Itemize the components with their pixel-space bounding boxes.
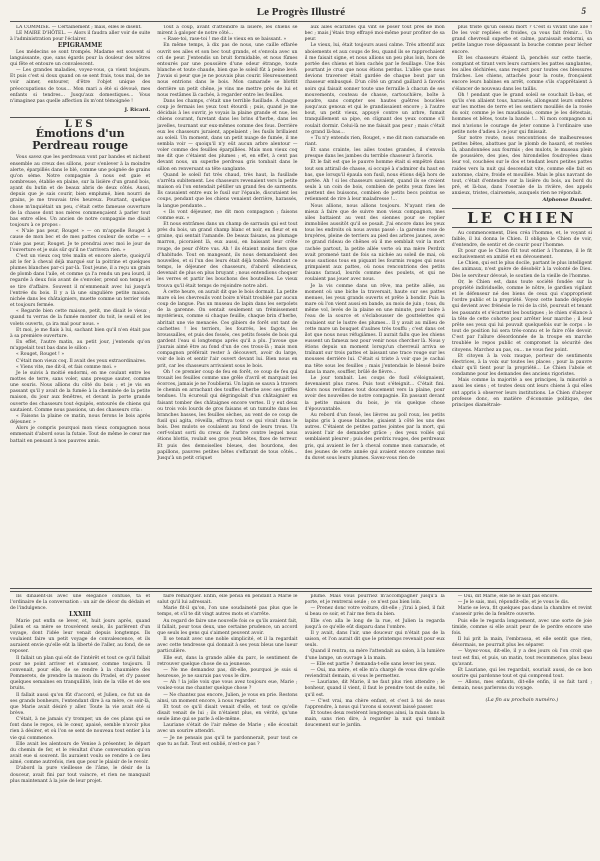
column-2-story	[157, 25, 297, 462]
column-2	[157, 25, 297, 585]
paragraph: Et Lauriane, qui les regardait, souriait aussi, de ce bon sourire qui pardonne tout et qui comprend tout.	[451, 667, 592, 680]
paragraph: — Ne me demandez pas, dit-elle, pourquoi je suis si heureuse, je ne saurais pas vous le dire.	[157, 667, 298, 680]
paragraph: Ils dînaient-ils avec une élégance confuse, ta et l'ordinaire de la conversation : un air de décor du dédain et de l'indulgence.	[10, 594, 151, 612]
paragraph: Et citoyen à la voix rauque, porteur de sentiments électrices, à la voix sur toutes les places ; pour la pauvre chair qu'il tient pour la propriété… Le Chien l'aboie et condamne pour les demandes des anciens rigoristes.	[451, 353, 592, 378]
feuilleton-divider	[10, 588, 592, 592]
paragraph: Je la vis comme dans un rêve, ma petite allée, au moment où une biche la traversait, haute sur ses pattes menues, les yeux grands ouverts et prête à bondir. Puis la mare où l'on vient aussi en bande, au mois de juin ; tous, du même vol, levés de la plaine en une minute, pour boire à l'eau de la source et s'éclabousser de gouttelettes qui roulaient sur le lustre des plumes… Il y avait au milieu de cette mare un bouquet d'aulnes très touffu ; c'est dans cet îlot que nous nous réfugiâmes. Il aurait fallu que les chiens eussent un fameux nez pour venir nous chercher là. Nous y étions depuis un moment lorsqu'un chevreuil arriva se traînant sur trois pattes et laissant une trace rouge sur les mousses derrière lui. C'était si triste à voir que je cachai ma tête sous les feuilles ; mais j'entendais le blessé boire dans la mare, souffler, brûlé de fièvre…	[304, 283, 445, 375]
paragraph: Il y avait, dans l'air, une douceur qui n'était pas de la saison, et l'on aurait dit que le printemps revenait pour eux seuls.	[304, 630, 445, 649]
column-1	[10, 25, 150, 585]
paragraph: C'était mon vieux coq. Il avait des yeux extraordinaires.	[16, 358, 147, 364]
paragraph: Le jour tombait. Les coups de fusil s'éloignaient, devenaient plus rares. Puis tout s'éteignit… C'était fini. Alors nous revînmes tout doucement vers la plaine, pour avoir des nouvelles de notre compagnie. En passant devant la petite maison du bois, je vis quelque chose d'épouvantable.	[304, 375, 445, 412]
paragraph: plume. Mais vous pourriez m'accompagner jusqu'à la porte, et je rentrerai seule ; ce n'est pas bien loin.	[304, 594, 445, 606]
paragraph: Dans les champs, c'était une terrible fusillade. À chaque coup je fermais les yeux tout étourdi ; puis, quand je me décidais à les ouvrir, je voyais la plaine grande et nue, les chiens courant, furetant dans les brins d'herbe, dans les javelles, tournant sur eux-mêmes comme des fous. Derrière eux les chasseurs juraient, appelaient ; les fusils brillaient au soleil. Un moment, dans un petit nuage de fumée, il me sembla voir — quoiqu'il n'y eût aucun arbre alentour — voler comme des feuilles éparpillées. Mais mon vieux coq me dit que c'étaient des plumes ; et, en effet, à cent pas devant nous, un superbe perdreau gris tombait dans le sillon en renversant sa tête sanglante.	[157, 98, 298, 172]
masthead-rule	[10, 21, 592, 22]
paragraph: Elle avait les alentours de Venise à présenter, le départ du chemin de fer, et le résultat d'une conversation qu'on avait eue si souvent. Ils auraient voulu se rendre à ce lieu aimé, comme autrefois, rien que pour le plaisir de le revoir.	[10, 741, 151, 766]
paragraph: Quand il rentra, sa mère l'attendait au salon, à la lumière d'une lampe, un ouvrage à la main.	[304, 649, 445, 661]
feuilleton-columns	[10, 594, 592, 856]
paragraph: Et les chasseurs étaient là, penchés sur cette tuerie, comptant et tirant vers leurs carniers les pattes sanglantes, les ailes déchirées, sans respect pour toutes ces blessures fraîches. Les chiens, attachés pour la route, fronçaient encore leurs babines en arrêt, comme s'ils s'apprêtaient à s'élancer de nouveau dans les taillis.	[451, 55, 592, 92]
feuilleton-col1-text	[10, 594, 150, 785]
paragraph: « N'aie pas peur, Rouget » — on m'appelle Rouget à cause de mon bec et de mes pattes couleur de sorbe — « n'aie pas peur, Rouget. Je te prendrai avec moi le jour de l'ouverture et je suis sûr qu'il ne t'arrivera rien. »	[10, 229, 151, 253]
paragraph: Les médecins se sont trompés. Madame est souvent si languissante, que, sans égards pour la douleur des nôtres qui fête et entoure un convalescent.	[10, 49, 151, 67]
author-daudet: Alphonse Daudet.	[542, 197, 592, 204]
paragraph: — Oui, ma mère, et elle m'a chargé de vous dire qu'elle reviendrait demain, si vous le permettez.	[304, 667, 445, 680]
paragraph: Et pour que le Chien fût tout entier à l'homme, il le fit exclusivement en amitié et en dévouement.	[451, 249, 592, 261]
paragraph: Vous savez que les perdreaux vont par bandes et nichent ensemble au creux des sillons, pour s'enlever à la moindre alerte, éparpillés dans le blé, comme une poignée de grains qu'on sème. Notre compagnie à nous est gaie et nombreuse, établie en plaine, sur la lisière d'un grand bois, ayant du butin et de beaux abris de deux côtés. Aussi, depuis que je sais courir, bien emplumé, bien nourri de grains, je me trouvais très heureux. Pourtant, quelque chose m'inquiétait un peu, c'était cette fameuse ouverture de la chasse dont nos mères commençaient à parler tout bas entre elles. Un ancien de notre compagnie me disait toujours à ce propos :	[10, 155, 151, 229]
paragraph: LXXIII	[69, 611, 92, 619]
column-4-story2	[452, 231, 592, 410]
paragraph: LA COMMISE. — Certainement ; mais, elles le disent.	[16, 25, 142, 30]
paragraph: Sur notre route, nous rencontrions de malheureuses petites bêtes, abattues par le plomb de hasard, et restées là, abandonnées aux fourmis ; des mulots, le museau plein de poussière, des pies, des hirondelles foudroyées dans leur vol, couchées sur le dos et tendant leurs petites pattes raides vers la nuit qui descendait vite, comme elle fait en automne, claire, froide et mouillée. Mais le plus navrant de tout, c'était d'entendre sur la lisière du bois, au bord du pré, et là-bas, dans l'oseraie de la rivière, des appels anxieux, tristes, clairsemés, auxquels rien ne répondait.	[451, 135, 592, 197]
paragraph: Il se tenait avec une noble simplicité, et il la regardait avec cette tendresse qui donnait à ses yeux bleus une lueur particulière.	[157, 637, 298, 655]
paragraph: « Rase-toi, rase-toi ! me dit le vieux en se baissant. »	[163, 37, 287, 43]
paragraph: — Oui, dit Marie, elle ne le sait pas encore.	[457, 594, 559, 599]
paragraph: C'est un vieux coq très malin et encore alerte, quoiqu'il ait le fer à cheval déjà marqué sur la poitrine et quelques plumes blanches par-ci par-là. Tout jeune, il a reçu un grain de plomb dans l'aile, et comme ça l'a rendu un peu lourd, il regarde à deux fois avant de s'envoler, prend son temps et se tire d'affaire. Souvent il m'emmenait avec lui jusqu'à l'entrée du bois. Il y a là une singulière petite maison, nichée dans les châtaigniers, muette comme un terrier vide et toujours fermée.	[10, 253, 151, 309]
paragraph: « Faisons la plaine ce matin, nous ferons le bois après déjeuner. »	[10, 413, 151, 426]
masthead-title: Le Progrès Illustré	[256, 6, 346, 18]
paragraph: LE MAIRE D'HÔTEL. — Alors il faudra aller voir de suite à l'administration pour l'éclairer.	[10, 31, 151, 43]
paragraph: Et sans crainte, les ailes toutes grandes, il s'envola presque dans les jambes du terrible chasseur à favoris.	[304, 148, 445, 160]
paragraph: Et nous entrâmes dans un champ de sarrasin qui est tout près du bois, un grand champ blanc et noir, en fleur et en graine, qui sentait l'amande. De beaux faisans, au plumage marron, picoraient là, eux aussi, en baissant leur crête rouge, de peur d'être vus. Ah ! ils étaient moins fiers que d'habitude. Tout en mangeant, ils nous demandaient des nouvelles, et si l'un des leurs était déjà tombé. Pendant ce temps, le déjeuner des chasseurs, d'abord silencieux, devenait de plus en plus bruyant ; nous entendions choquer les verres et partir les bouchons des bouteilles. Le vieux trouva qu'il était temps de rejoindre notre abri.	[157, 222, 298, 289]
paragraph: — Je le sais, moi, répondit-elle, et je vous le dis.	[457, 600, 570, 606]
paragraph: Le vieux, lui, était toujours aussi calme. Très attentif aux aboiements et aux coups de feu, quand ils se rapprochaient il me faisait signe, et nous allions un peu plus loin, hors de portée des chiens et bien cachés par le feuillage. Une fois pourtant je crus que nous étions perdus. L'allée que nous devions traverser était gardée de chaque bout par un chasseur embusqué. D'un côté un grand gaillard à favoris noirs qui faisait sonner toute une ferraille à chacun de ses mouvements, couteau de chasse, cartouchière, boîte à poudre, sans compter ses hautes guêtres bouclées jusqu'aux genoux et qui le grandissaient encore ; à l'autre bout, un petit vieux, appuyé contre un arbre, fumait tranquillement sa pipe, en clignant des yeux comme s'il voulait dormir. Celui-là ne me faisait pas peur ; mais c'était ce grand là-bas…	[304, 43, 445, 135]
paragraph: Oh ! ce premier coup de feu en forêt, ce coup de feu qui trouait les feuilles comme une grêle d'avril et marquait les écorces, jamais je ne l'oublierai. Un lapin se sauva à travers le chemin en arrachant des touffes d'herbe avec ses griffes tendues. Un écureuil qui dégringolait d'un châtaignier en faisant tomber des châtaignes encore vertes. Il y eut deux ou trois vols lourds de gros faisans et un tumulte dans les branches basses, les feuilles sèches, au vent de ce coup de fusil qui agita, réveilla, effraya tout ce qui vivait dans le bois. Des mulots se coulaient au fond de leurs trous. Un cerf-volant sorti du creux de l'arbre contre lequel nous étions blottis, roulait ses gros yeux bêtes, fixes de terreur. Et puis des demoiselles bleues, des bourdons, des papillons, pauvres petites bêtes s'effarant de tous côtés… Jusqu'à un petit criquet	[157, 369, 298, 461]
paragraph: Quand le soleil fut très chaud, très haut, la fusillade s'arrêta subitement. Les chasseurs revenaient vers la petite maison où l'on entendait pétiller un grand feu de sarments. Ils causaient entre eux le fusil sur l'épaule, discutaient les coups, pendant que les chiens venaient derrière, harassés, la langue pendante…	[157, 172, 298, 209]
paragraph: Il fallait aussi qu'on fût d'accord, et Julien, ce fut un de ses grands bonheurs, l'entendant dire à sa mère, ce soir-là, que Marie avait désiré y aller. Toute la vie avait été si brève.	[10, 692, 151, 716]
paragraph: — Ne chantez pas encore, Julien, je vous en prie. Restons ainsi, un moment encore, à nous regarder.	[157, 692, 298, 704]
column-3	[305, 25, 445, 585]
feuilleton-column-3	[305, 594, 445, 856]
page-number: 5	[581, 6, 586, 16]
signature-ricard: J. Ricard.	[124, 107, 151, 114]
article-title-perdreau	[10, 119, 150, 153]
article-title-big: Émotions d'un Perdreau rouge	[32, 127, 129, 153]
paragraph: EPIGRAMME	[57, 42, 103, 50]
paragraph: En même temps, à dix pas de nous, une caille effarée ouvrit ses ailes et son bec tout grands, et s'envola avec un cri de peur. J'entendis un bruit formidable, et nous fûmes entourés par une poussière d'une odeur étrange, toute blanche et toute chaude, bien que le soleil fût à peine levé. J'avais si peur que je ne pouvais plus courir. Heureusement nous entrions dans le bois. Mon camarade se blottit derrière un petit chêne, je vins me mettre près de lui et nous restâmes là cachés, à regarder entre les feuilles.	[157, 43, 298, 98]
paragraph: faire remarquer. Enfin, elle pensa en pendant à Marie le salut qu'il lui adressait.	[157, 594, 298, 606]
paragraph: Lauriane s'était de l'air même de Marie ; elle écoutait avec un sourire attendri.	[157, 723, 298, 735]
paragraph: En effet, l'autre matin, au petit jour, j'entends qu'on m'appelait tout bas dans le sillon :	[10, 340, 151, 352]
paragraph: D'abord la pure vieillesse de l'âme, le désir de la douceur, avait fini par tout vaincre, et rien ne manquait plus maintenant à la joie de leur projet.	[10, 766, 151, 784]
paragraph: « Viens vite, me dit-il, et fais comme moi. »	[16, 364, 117, 370]
feuilleton-column-2	[157, 594, 297, 856]
paragraph: Et toutes deux restèrent longtemps ainsi, la main dans la main, sans rien dire, à regarder la nuit qui tombait doucement sur le jardin.	[304, 710, 445, 729]
paragraph: « Ils vont déjeuner, me dit mon compagnon ; faisons comme eux. »	[157, 209, 298, 221]
paragraph: Or, le Chien est, dans toute société fondée sur la propriété individuelle, comme le nôtre, le gardien vigilant et le défenseur né des biens de ceux qui s'approprient l'ordre public et la propriété. Voyez cette bande déployée qui devient avec frénésie le roi de la cité, poursuit et tenant les passants et s'écartent les boutiques ; le chien s'élance à la tête de cette cohorte pour arrêter leur marche ; il leur prête ses yeux qui lui pouvait quelquefois sur le corps : le tout de position lui sera très-connu et le faire rôle devoir. C'est par l'allure désordonnée de la troupe en marche troublée le repos public et compromet la sécurité des citoyens. Marchez au pas, ou… ne vous fiez point.	[451, 279, 592, 353]
paragraph: Mais comme la majorité a ses principes, la minorité a aussi les siens ; et toutes deux ont leurs chiens à qui elles ont appris à observer leurs institutions. Le Chien d'aboyer professe donc, en matière d'économie politique, des principes diamétrale-	[451, 378, 592, 408]
paragraph: Et le fait est que le pauvre homme était si empêtré dans tout son attirail de chasse, si occupé à s'admirer du haut en bas, que lorsqu'il épaula son fusil, nous étions déjà hors de portée. Ah ! si les chasseurs savaient, quand ils se croient seuls à un coin de bois, combien de petits yeux fixes les guettent des buissons, combien de petits becs pointus se retiennent de rire à leur maladresse !…	[304, 160, 445, 203]
paragraph: plus triste qu'un oiseau mort ? C'est si vivant une aile ! De les voir repliées et froides, ça vous fait frémir… Un grand chevreuil superbe et calme, paraissait endormi, sa petite langue rose dépassant la bouche comme pour lécher encore.	[451, 25, 592, 55]
paragraph: Au rebord d'un fossé, les lièvres au poil roux, les petits lapins gris à queue blanche, gisaient à côté les uns des autres. C'étaient de petites pattes jointes par la mort, qui avaient l'air de demander grâce ; des yeux voilés qui semblaient pleurer ; puis des perdrix rouges, des perdreaux gris, qui avaient le fer à cheval comme mon camarade, et des jeunes de cette année qui avaient encore comme moi du duvet sous leurs plumes. Savez-vous rien de	[304, 412, 445, 461]
paragraph: — Elle est partie ? demanda-t-elle sans lever les yeux.	[310, 661, 437, 667]
paragraph: — Ah ! la jolie voix que vous avez toujours eue, Marie ; voulez-vous me chanter quelque chose ?	[157, 680, 298, 692]
column-1-story	[10, 155, 150, 444]
paragraph: Au regard de faire une nouvelle fois ce qu'ils avaient fait, il fallait, pour tous deux, une certaine prudence, un accord que seuls les gens qui s'aiment peuvent avoir.	[157, 618, 298, 636]
paragraph: — Voyez-vous, dit-elle, il y a des jours où l'on croit que tout est fini, et puis, un matin, tout recommence, plus beau qu'avant.	[451, 649, 592, 667]
paragraph: Marie se leva, fit quelques pas dans la chambre et revint s'asseoir près de la fenêtre ouverte.	[451, 606, 592, 618]
paragraph: C'était, à ne jamais s'y tromper, un de ces plans qui se font dans le repos, où le cœur, apaisé, semble n'avoir plus rien à désirer, et où l'on se sent de nouveau tout entier à la vie qui commence.	[10, 717, 151, 741]
paragraph: Marie put enfin se lever, et, huit jours après, quand Julien et sa mère se trouvèrent seuls, ils parlèrent d'un voyage, dont l'idée leur venait depuis longtemps. Ils voulaient faire un petit voyage de convalescence, et ils auraient envie qu'elle eût la liberté de l'aller, au fond, de se reposer.	[10, 618, 151, 655]
feuilleton-col3-text	[305, 594, 445, 729]
column-3-story	[305, 25, 445, 462]
paragraph: Il fallait un plan qui eût de l'intérêt et tout ce qu'il fallait pour ne point arriver et s'amuser, comme toujours. Il convenait, pour elle, de se rendre à la chaumière des Pommerets, de prendre la maison du Pradel, et d'y passer quelques semaines en tranquillité, loin de la ville et de ses bruits.	[10, 655, 151, 692]
paragraph: — Lauriane, dit Marie, il ne faut plus rien attendre ; le bonheur, quand il vient, il faut le prendre tout de suite, tel qu'il est.	[304, 680, 445, 698]
paragraph: Et tout ce qu'il disait venait d'elle, et tout ce qu'elle disait venait de lui ; ils n'étaient plus, en vérité, qu'une seule âme qui se parle à elle-même.	[157, 704, 298, 723]
article-title-chien	[452, 208, 592, 228]
paragraph: Il lui prit la main, l'embrassa, et elle sentit que rien, désormais, ne pourrait plus les séparer.	[451, 637, 592, 649]
paragraph: Et moi, je me fiais à lui, sachant bien qu'il n'en était pas à sa première ouverture.	[10, 327, 151, 339]
to-be-continued: (La fin au prochain numéro.)	[485, 696, 559, 703]
paragraph: — Les grandes maladies, voyez-vous, ça vient toujours. Et puis c'est si doux quand on se sent frais, tous mal, de ne voir aimer, entourer, d'être l'objet unique des préoccupations de tous… Mon mari a été si dévoué, mes enfants si tendres… Jusqu'aux domestiques… Vous n'imaginez pas quelle affection ils m'ont témoignée !	[10, 68, 151, 104]
article-title-chien-text: LE CHIEN	[452, 208, 592, 228]
paragraph: À cette heure, on aurait dit que le bois dormait. La petite mare où les chevreuils vont boire n'était troublée par aucun coup de langue. Pas un museau de lapin dans les serpolets de la garenne. On sentait seulement un frémissement mystérieux, comme si chaque feuille, chaque brin d'herbe, abritait une vie menacée. Ces gibiers de forêt ont tant de cachettes ! les terriers, les fourrés, les fagots, les broussailles, et puis des fossés, ces petits fossés de bois qui gardent l'eau si longtemps après qu'il a plu. J'avoue que j'aurais aimé être au fond d'un de ces trous-là ; mais mon compagnon préférait rester à découvert, avoir du large, voir de loin et sentir l'air ouvert devant lui. Bien nous en prit, car les chasseurs arrivaient sous le bois.	[157, 289, 298, 369]
paragraph: « Regarde bien cette maison, petit, me disait le vieux ; quand tu verras de la fumée monter du toit, le seuil et les volets ouverts, ça ira mal pour nous. »	[10, 309, 151, 327]
paragraph: — Allons, mes enfants, dit-elle enfin, il se fait tard ; demain, nous parlerons du voyage.	[451, 680, 592, 692]
paragraph: Au commencement, Dieu créa l'homme, et, le voyant si faible, il lui donna le Chien. Il obligea le Chien de voir, d'entendre, de sentir et de courir pour l'homme.	[451, 230, 592, 248]
feuilleton-column-4	[452, 594, 592, 856]
newspaper-page	[10, 4, 592, 857]
feuilleton-col4-text	[452, 594, 592, 693]
paragraph: Oh ! pendant que le grand soleil se couchait là-bas, et qu'ils s'en allaient tous, harassés, allongeant leurs ombres sur les mottes de terre et les sentiers mouillés de la rosée du soir, comme je les maudissais, comme je les détestais, hommes et bêtes, toute la bande !… Ni mon compagnon ni moi n'avions le courage de jeter comme à l'ordinaire une petite note d'adieu à ce jour qui finissait.	[451, 92, 592, 135]
feuilleton-col2-text	[157, 594, 297, 748]
paragraph: — C'est vrai, ma chère enfant, et c'est à toi de nous l'apprendre, à nous qui l'avons si souvent laissé passer.	[304, 698, 445, 710]
column-4	[452, 25, 592, 585]
column-1-intro	[10, 25, 150, 105]
paragraph: — Je ne pensais pas qu'il te pardonnerait, pour tout ce que tu as fait. Tout est oublié, n'est-ce pas ?	[157, 735, 298, 747]
paragraph: Nous allions, nous allions toujours. N'ayant rien de mieux à faire que de suivre mon vieux compagnon, mes ailes battaient au vent des siennes pour se replier immobiles aussitôt qu'il se posait. J'ai encore dans les yeux tous les endroits où nous avons passé : la garenne rose de bruyères, pleine de terriers au pied des arbres jaunes, avec ce grand rideau de chênes où il me semblait voir la mort cachée partout, la petite allée verte où ma mère Perdrix avait promené tant de fois sa nichée au soleil de mai, où nous sautions tous en piquant les fourmis rouges qui nous grimpaient aux pattes, où nous rencontrions des petits faisans faraud, lourds comme des poulets, et qui ne voulaient pas jouer avec nous.	[304, 203, 445, 283]
paragraph: Marie fit-il qu'on, l'on une soudaineté pas plus que le temps, et s'il te dit vingt autres mots et s'arrête.	[157, 606, 298, 618]
column-4-story	[452, 25, 592, 197]
paragraph: « Rouget, Rouget ! »	[16, 352, 65, 358]
masthead	[10, 4, 592, 20]
divider	[10, 117, 150, 118]
paragraph: — Prenez donc votre voiture, dit-elle ; j'irai à pied, il fait si beau ce soir, et l'air me fera du bien.	[304, 606, 445, 618]
paragraph: Alors je compris pourquoi mon vieux compagnon nous emmenait d'abord sous la futaie. Tout de même le cœur me battait en pensant à nos pauvres amis.	[10, 426, 151, 444]
paragraph: Puis elle le regarda longuement, avec une sorte de joie timide, comme si elle avait peur de le perdre encore une fois.	[451, 618, 592, 636]
paragraph: Elle eut, dans la grande allée du parc, le sentiment de retrouver quelque chose de sa jeunesse.	[157, 655, 298, 667]
paragraph: Elle s'en alla le long de la rue, et Julien la regarda jusqu'à ce qu'elle eût disparu dans l'ombre.	[304, 618, 445, 630]
upper-columns	[10, 25, 592, 585]
feuilleton-column-1	[10, 594, 150, 856]
article-title-small: LES	[64, 119, 96, 131]
paragraph: Le Chien, qui est le plus docile, partant le plus intelligent des animaux, n'est guère de désobéir à la volonté de Dieu. Dès le serviteur dévoué, le soutien de la vieille de l'homme.	[451, 261, 592, 279]
paragraph: Je le suivis à moitié endormi, en me coulant entre les mottes de terre, sans voler, sans presque sauter, comme une souris. Nous allions du côté du bois ; et je vis en passant qu'il y avait de la fumée à la cheminée de la petite maison, du jour aux fenêtres, et devant la porte grande ouverte des chasseurs tout équipés, entourés de chiens qui sautaient. Comme nous passions, un des chasseurs cria :	[10, 370, 151, 413]
paragraph: Tout à coup, avant d'atteindre la lisière, les chiens se mirent à galoper de notre côté…	[157, 25, 298, 37]
paragraph: aux ailes écarlates qui vint se poser tout près de mon bec ; mais j'étais trop effrayé moi-même pour profiter de sa peur.	[304, 25, 445, 43]
paragraph: « Tu n'y entends rien, Rouget, » me dit mon camarade en riant.	[304, 135, 445, 147]
